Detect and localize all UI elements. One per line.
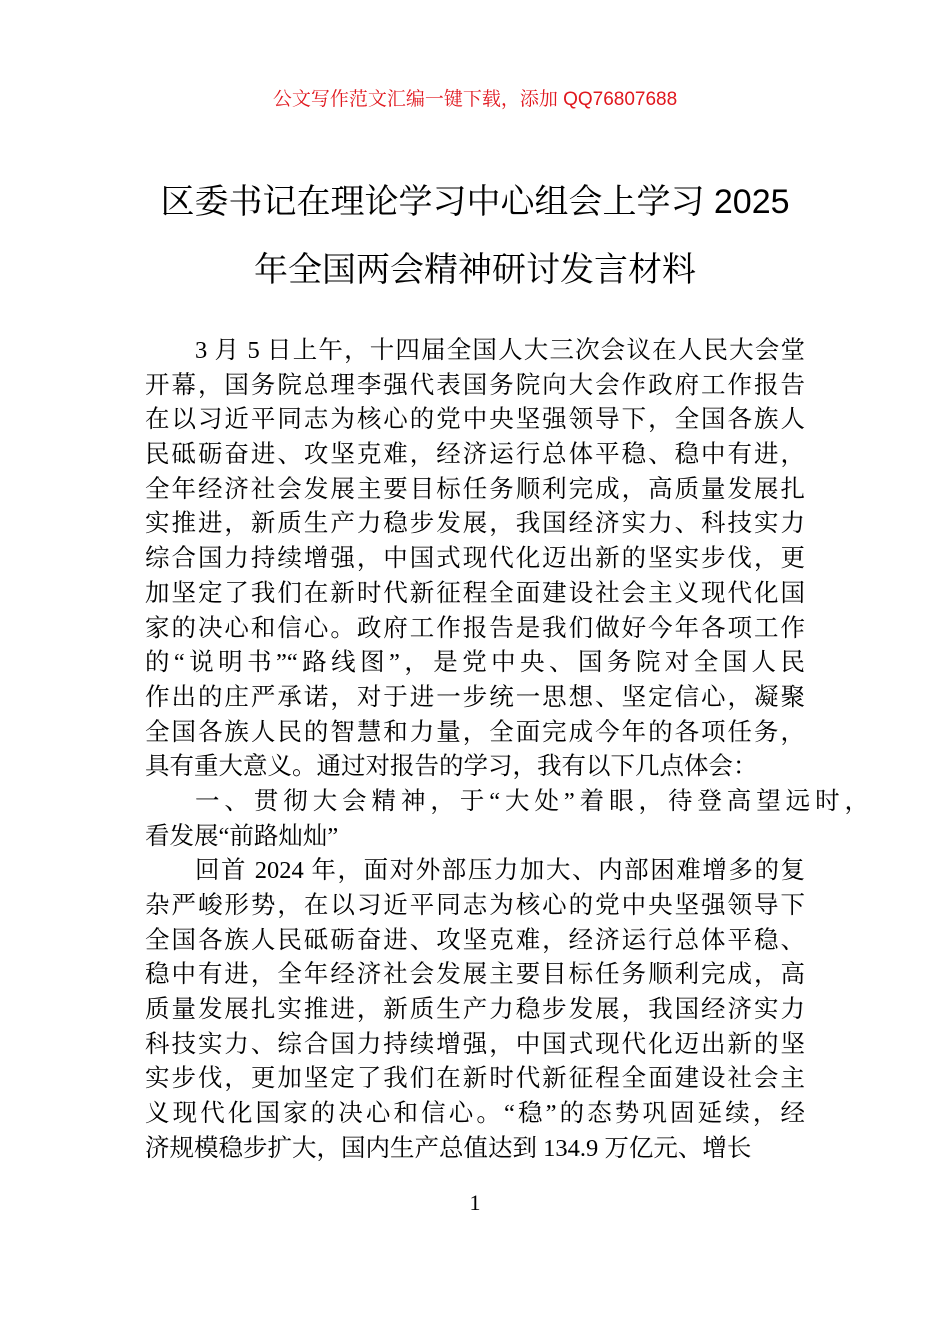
text-line: 的“说明书”“路线图”，是党中央、国务院对全国人民 bbox=[145, 649, 805, 677]
text-line: 回首 2024 年，面对外部压力加大、内部困难增多的复 bbox=[195, 857, 805, 885]
document-title-line-1: 区委书记在理论学习中心组会上学习 2025 bbox=[160, 183, 790, 221]
download-banner: 公文写作范文汇编一键下载，添加 QQ76807688 bbox=[272, 89, 678, 110]
text-line: 开幕，国务院总理李强代表国务院向大会作政府工作报告 bbox=[145, 371, 805, 399]
text-line: 全年经济社会发展主要目标任务顺利完成，高质量发展扎 bbox=[145, 475, 805, 503]
page-number: 1 bbox=[469, 1190, 481, 1215]
text-line: 全国各族人民的智慧和力量，全面完成今年的各项任务， bbox=[145, 718, 805, 746]
text-line: 质量发展扎实推进，新质生产力稳步发展，我国经济实力 bbox=[145, 996, 805, 1024]
text-line: 全国各族人民砥砺奋进、攻坚克难，经济运行总体平稳、 bbox=[145, 926, 805, 954]
paragraph bbox=[145, 334, 805, 785]
text-line: 作出的庄严承诺，对于进一步统一思想、坚定信心，凝聚 bbox=[145, 683, 805, 711]
text-line: 家的决心和信心。政府工作报告是我们做好今年各项工作 bbox=[145, 614, 805, 642]
text-line: 综合国力持续增强，中国式现代化迈出新的坚实步伐，更 bbox=[145, 545, 805, 573]
document-title-line-2: 年全国两会精神研讨发言材料 bbox=[254, 251, 696, 289]
text-line: 看发展“前路灿灿” bbox=[145, 822, 339, 850]
text-line: 3 月 5 日上午，十四届全国人大三次会议在人民大会堂 bbox=[195, 337, 805, 364]
text-line: 杂严峻形势，在以习近平同志为核心的党中央坚强领导下 bbox=[145, 892, 805, 919]
text-line: 实步伐，更加坚定了我们在新时代新征程全面建设社会主 bbox=[145, 1065, 805, 1093]
text-line: 济规模稳步扩大，国内生产总值达到 134.9 万亿元、增长 bbox=[145, 1134, 752, 1162]
text-line: 义现代化国家的决心和信心。“稳”的态势巩固延续，经 bbox=[145, 1100, 805, 1128]
text-line: 在以习近平同志为核心的党中央坚强领导下，全国各族人 bbox=[145, 406, 805, 434]
text-line: 实推进，新质生产力稳步发展，我国经济实力、科技实力 bbox=[145, 510, 805, 538]
text-line: 科技实力、综合国力持续增强，中国式现代化迈出新的坚 bbox=[145, 1030, 805, 1058]
text-line: 加坚定了我们在新时代新征程全面建设社会主义现代化国 bbox=[145, 579, 805, 607]
text-line: 一、贯彻大会精神，于“大处”着眼，待登高望远时， bbox=[195, 787, 869, 815]
paragraph bbox=[145, 854, 805, 1166]
text-line: 稳中有进，全年经济社会发展主要目标任务顺利完成，高 bbox=[145, 961, 805, 989]
section-heading bbox=[145, 785, 869, 854]
text-line: 具有重大意义。通过对报告的学习，我有以下几点体会： bbox=[145, 753, 758, 781]
text-line: 民砥砺奋进、攻坚克难，经济运行总体平稳、稳中有进， bbox=[145, 441, 805, 469]
document-body bbox=[145, 334, 869, 1167]
